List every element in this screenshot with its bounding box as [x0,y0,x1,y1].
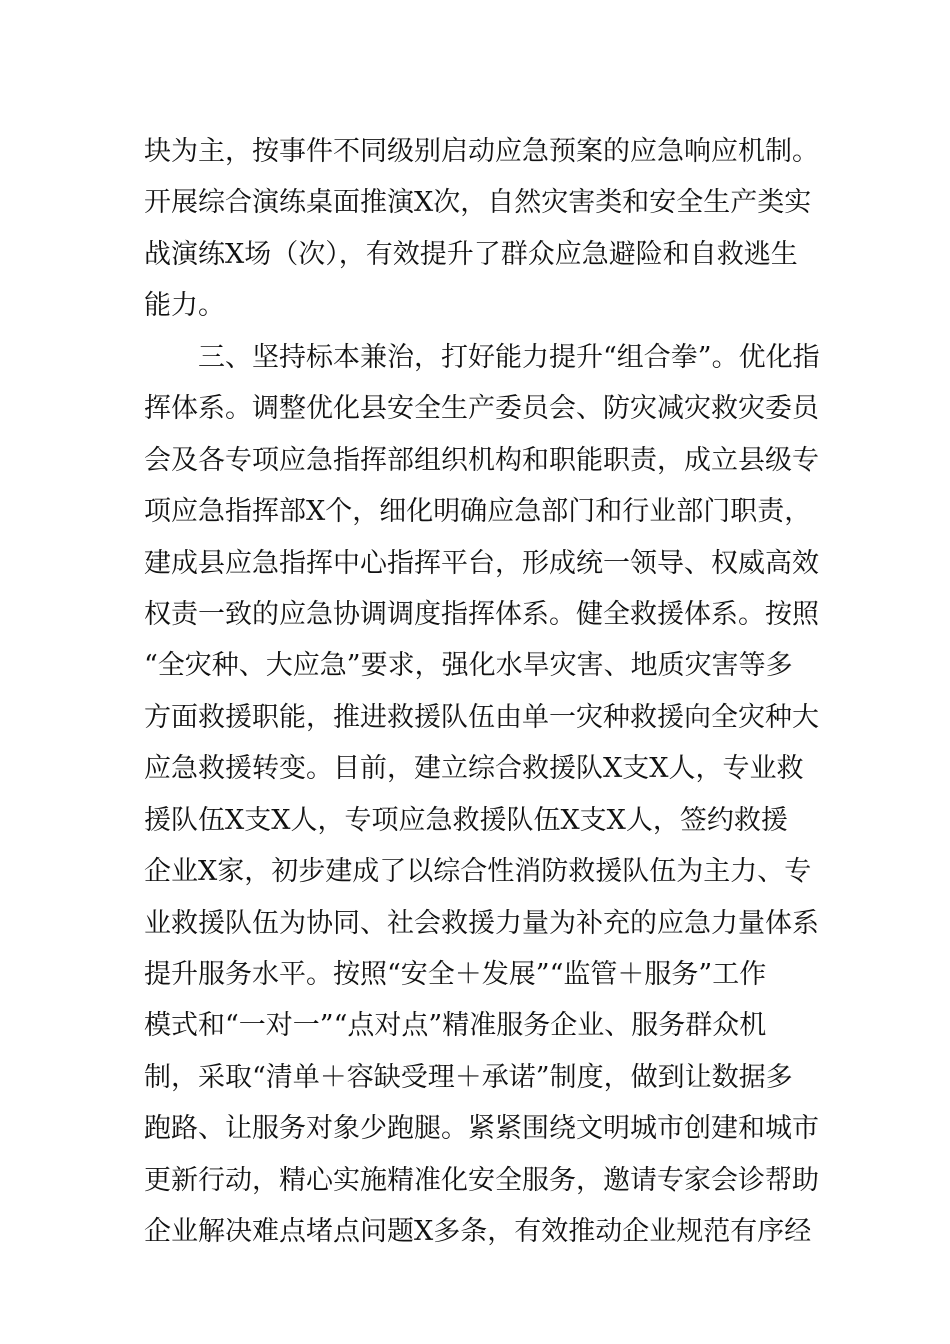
text-line: 企业X家，初步建成了以综合性消防救援队伍为主力、专 [144,856,812,888]
text-line: 会及各专项应急指挥部组织机构和职能职责，成立县级专 [144,444,819,476]
text-line: 方面救援职能，推进救援队伍由单一灾种救援向全灾种大 [144,701,819,733]
text-line: 战演练X场（次），有效提升了群众应急避险和自救逃生 [144,238,798,270]
text-line: 跑路、让服务对象少跑腿。紧紧围绕文明城市创建和城市 [144,1113,819,1145]
text-line: “全灾种、大应急”要求，强化水旱灾害、地质灾害等多 [144,650,793,682]
text-line: 模式和“一对一”“点对点”精准服务企业、服务群众机 [144,1010,767,1042]
text-line: 制，采取“清单＋容缺受理＋承诺”制度，做到让数据多 [144,1061,793,1093]
text-line: 三、坚持标本兼治，打好能力提升“组合拳”。优化指 [144,341,820,373]
text-line: 应急救援转变。目前，建立综合救援队X支X人，专业救 [144,753,804,785]
text-line: 企业解决难点堵点问题X多条，有效推动企业规范有序经 [144,1216,812,1248]
document-body [144,126,820,1258]
text-line: 更新行动，精心实施精准化安全服务，邀请专家会诊帮助 [144,1164,819,1196]
text-line: 能力。 [144,290,225,322]
text-line: 提升服务水平。按照“安全＋发展”“监管＋服务”工作 [144,959,767,990]
text-line: 挥体系。调整优化县安全生产委员会、防灾减灾救灾委员 [144,393,819,425]
text-line: 块为主，按事件不同级别启动应急预案的应急响应机制。 [144,136,819,167]
text-line: 援队伍X支X人，专项应急救援队伍X支X人，签约救援 [144,804,788,836]
text-line: 项应急指挥部X个，细化明确应急部门和行业部门职责， [144,496,812,528]
text-line: 建成县应急指挥中心指挥平台，形成统一领导、权威高效 [144,547,819,579]
text-line: 权责一致的应急协调调度指挥体系。健全救援体系。按照 [144,598,819,630]
text-line: 开展综合演练桌面推演X次，自然灾害类和安全生产类实 [144,187,812,219]
text-line: 业救援队伍为协同、社会救援力量为补充的应急力量体系 [144,907,819,939]
